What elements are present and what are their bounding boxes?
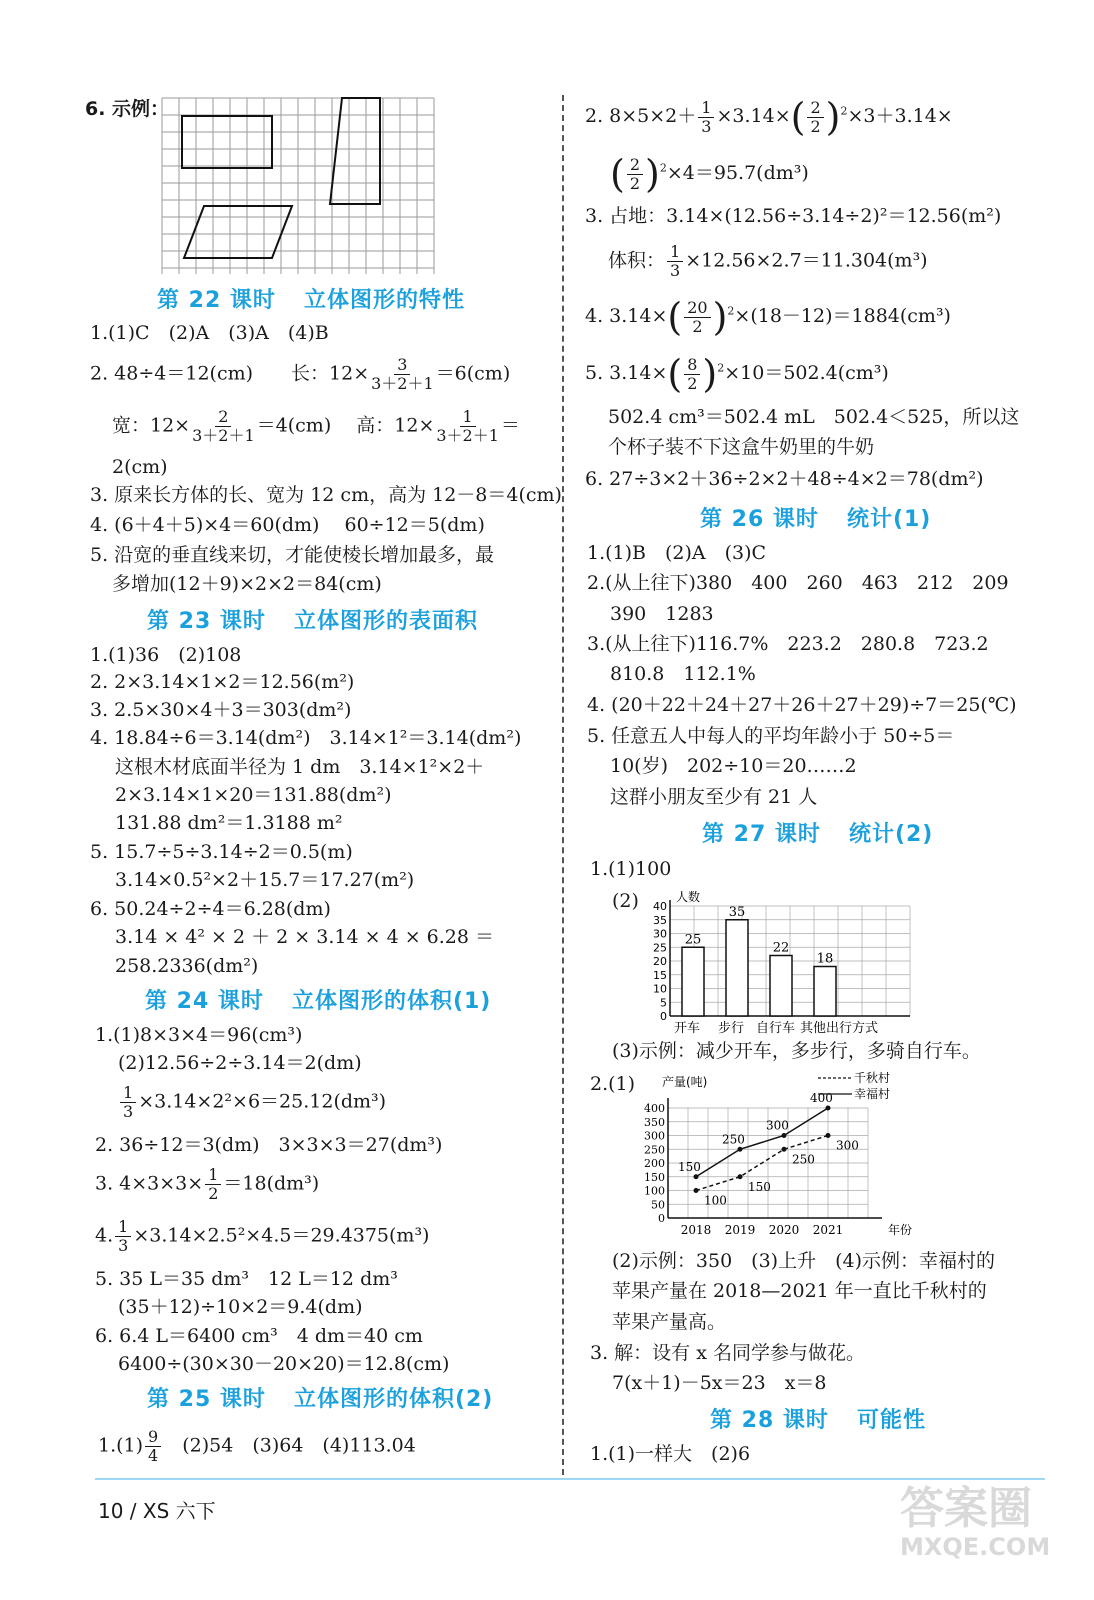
frac-num: 2 (807, 99, 823, 118)
watermark-logo-text: 答案圈 (900, 1483, 1032, 1534)
l22-a2a-text: 2. 48÷4＝12(cm) 长：12× (90, 362, 370, 385)
y-axis-label: 产量(吨) (662, 1075, 708, 1089)
fraction (698, 99, 714, 136)
square-sup: 2 (659, 161, 667, 175)
y-tick-label: 100 (644, 1184, 665, 1198)
paren-left: ( (667, 352, 683, 396)
r25-a2-mid: ×3.14× (716, 105, 791, 127)
column-divider (562, 95, 564, 1475)
frac-num: 20 (684, 299, 710, 318)
fraction (145, 1428, 161, 1465)
q6-label-text: 6. 示例： (85, 98, 170, 120)
frac-num: 1 (120, 1084, 136, 1103)
r25-a2-tail: ×3＋3.14× (847, 105, 953, 127)
l22-a4: 4. (6＋4＋5)×4＝60(dm) 60÷12＝5(dm) (90, 514, 485, 536)
y-tick-label: 300 (644, 1129, 665, 1143)
heading-lesson-25 (147, 1382, 521, 1413)
fraction (371, 356, 434, 393)
watermark-site-text: MXQE.COM (900, 1533, 1051, 1561)
bar-value-label: 35 (728, 904, 746, 920)
r26-a3b: 810.8 112.1% (610, 663, 756, 685)
data-label: 150 (748, 1179, 771, 1194)
y-tick-label: 200 (644, 1157, 665, 1170)
r25-a3b (608, 243, 928, 280)
l22-a2a-tail: ＝6(cm) (435, 362, 511, 385)
r26-a3a: 3.(从上往下)116.7% 223.2 280.8 723.2 (587, 633, 989, 655)
y-tick-label: 20 (653, 955, 667, 968)
legend-label: 千秋村 (854, 1071, 891, 1085)
l23-a4c: 2×3.14×1×20＝131.88(dm²) (115, 784, 392, 806)
y-tick-label: 250 (644, 1143, 665, 1157)
y-tick-label: 40 (653, 900, 667, 913)
page-footer: 10 / XS 六下 (98, 1499, 216, 1523)
l24-a3-tail: ＝18(dm³) (223, 1172, 320, 1195)
paren-right: ) (712, 295, 728, 339)
y-tick-label: 400 (644, 1102, 665, 1115)
lesson-22-num: 第 22 课时 (157, 288, 276, 313)
l24-a2: 2. 36÷12＝3(dm) 3×3×3＝27(dm³) (95, 1134, 443, 1156)
data-point (694, 1188, 699, 1193)
fraction (684, 356, 700, 393)
data-point (782, 1147, 787, 1152)
frac-den: 3 (670, 261, 681, 280)
x-tick-label: 2018 (680, 1223, 712, 1237)
grid-figure (160, 96, 436, 276)
lesson-28-num: 第 28 课时 (710, 1408, 829, 1433)
fraction (627, 156, 643, 193)
paren-left: ( (667, 295, 683, 339)
bar (682, 947, 704, 1016)
r26-a1: 1.(1)B (2)A (3)C (587, 542, 767, 564)
x-category-label: 开车 (674, 1021, 701, 1036)
l23-a5b: 3.14×0.5²×2＋15.7＝17.27(m²) (115, 869, 415, 891)
data-label: 400 (810, 1091, 833, 1105)
x-tick-label: 2020 (768, 1223, 800, 1237)
data-label: 250 (792, 1152, 815, 1167)
y-tick-label: 35 (653, 913, 667, 927)
l24-a6b: 6400÷(30×30－20×20)＝12.8(cm) (118, 1353, 450, 1375)
frac-den: 2 (629, 173, 641, 193)
r25-a4-pre: 4. 3.14× (585, 305, 668, 327)
frac-den: 2 (810, 116, 821, 136)
l23-a4a: 4. 18.84÷6＝3.14(dm²) 3.14×1²＝3.14(dm²) (90, 727, 522, 749)
x-category-label: 其他出行方式 (800, 1021, 879, 1036)
fraction (667, 243, 683, 280)
fraction (436, 408, 499, 445)
r25-a5-tail: ×10＝502.4(cm³) (724, 362, 889, 384)
l24-a5a: 5. 35 L＝35 dm³ 12 L＝12 dm³ (95, 1268, 398, 1290)
watermark-logo (900, 1485, 1050, 1561)
l22-a2b-pre: 宽：12× (112, 414, 191, 437)
y-tick-label: 0 (658, 1212, 665, 1225)
l24-a4-pre: 4. (95, 1224, 114, 1247)
l22-a2b-mid: ＝4(cm) 高：12× (256, 414, 435, 437)
l24-a1b: (2)12.56÷2÷3.14＝2(dm) (118, 1052, 362, 1074)
l25-a1 (98, 1428, 416, 1465)
lesson-26-num: 第 26 课时 (700, 507, 819, 532)
data-label: 150 (678, 1159, 701, 1174)
heading-lesson-24 (145, 984, 519, 1015)
paren-left: ( (610, 152, 625, 196)
r27-a2b: (2)示例：350 (3)上升 (4)示例：幸福村的 (612, 1250, 996, 1272)
frac-num: 1 (460, 408, 476, 427)
r25-a5b: 502.4 cm³＝502.4 mL 502.4＜525，所以这 (608, 406, 1020, 428)
r25-a5-pre: 5. 3.14× (585, 362, 668, 384)
r25-a5c: 个杯子装不下这盒牛奶里的牛奶 (608, 436, 875, 458)
r26-a5b: 10(岁) 202÷10＝20……2 (610, 755, 857, 777)
y-tick-label: 30 (653, 927, 667, 941)
r25-a2b (610, 152, 809, 196)
l23-a1: 1.(1)36 (2)108 (90, 644, 242, 666)
frac-num: 2 (627, 156, 643, 175)
paren-left: ( (790, 95, 806, 139)
bar (726, 920, 748, 1016)
heading-lesson-23 (147, 604, 506, 635)
frac-den: 3＋2＋1 (436, 426, 499, 445)
frac-den: 2 (208, 1184, 219, 1203)
l25-a1-pre: 1.(1) (98, 1434, 144, 1457)
paren-right: ) (702, 352, 718, 396)
figure-trapezoid (330, 98, 380, 204)
y-axis-label: 人数 (676, 890, 701, 904)
frac-num: 1 (205, 1166, 221, 1185)
paren-right: ) (645, 152, 660, 196)
r25-a2-pre: 2. 8×5×2＋ (585, 105, 697, 127)
lesson-28-title: 可能性 (856, 1408, 926, 1433)
data-label: 100 (704, 1193, 727, 1208)
y-tick-label: 50 (651, 1198, 665, 1212)
data-point (738, 1147, 743, 1152)
l24-a1c-text: ×3.14×2²×6＝25.12(dm³) (138, 1090, 387, 1113)
lesson-24-num: 第 24 课时 (145, 989, 264, 1014)
r25-a6: 6. 27÷3×2＋36÷2×2＋48÷4×2＝78(dm²) (585, 468, 984, 490)
data-point (782, 1133, 787, 1138)
l24-a6a: 6. 6.4 L＝6400 cm³ 4 dm＝40 cm (95, 1325, 423, 1347)
l23-a3: 3. 2.5×30×4＋3＝303(dm²) (90, 699, 352, 721)
lesson-23-title: 立体图形的表面积 (293, 609, 478, 634)
l24-a5b: (35＋12)÷10×2＝9.4(dm) (118, 1296, 363, 1318)
lesson-24-title: 立体图形的体积(1) (291, 989, 492, 1014)
frac-den: 2 (687, 373, 698, 393)
l23-a2: 2. 2×3.14×1×2＝12.56(m²) (90, 671, 355, 693)
heading-lesson-27 (702, 817, 961, 848)
y-tick-label: 150 (644, 1170, 665, 1184)
l23-a6b: 3.14 × 4² × 2 ＋ 2 × 3.14 × 4 × 6.28 ＝ (115, 926, 494, 948)
r27-a1-3: (3)示例：减少开车，多步行，多骑自行车。 (612, 1040, 981, 1062)
bar (770, 956, 792, 1017)
l24-a4-tail: ×3.14×2.5²×4.5＝29.4375(m³) (133, 1224, 430, 1247)
r26-a5c: 这群小朋友至少有 21 人 (610, 786, 818, 808)
frac-den: 3 (701, 116, 712, 136)
frac-den: 3 (118, 1236, 129, 1255)
frac-den: 3＋2＋1 (371, 374, 434, 393)
l23-a6a: 6. 50.24÷2÷4＝6.28(dm) (90, 898, 331, 920)
heading-lesson-28 (710, 1403, 954, 1434)
y-tick-label: 25 (653, 941, 667, 955)
frac-num: 1 (115, 1218, 131, 1237)
x-axis-label: 年份 (888, 1223, 913, 1237)
r26-a2b: 390 1283 (610, 603, 714, 625)
l22-a2b-tail: ＝ (500, 414, 520, 437)
y-tick-label: 5 (660, 996, 667, 1010)
y-tick-label: 0 (660, 1010, 667, 1023)
l24-a3-pre: 3. 4×3×3× (95, 1172, 204, 1195)
bar-value-label: 18 (816, 951, 834, 967)
frac-num: 1 (698, 99, 714, 118)
fraction (115, 1218, 131, 1255)
frac-num: 8 (684, 356, 700, 375)
data-point (694, 1174, 699, 1179)
data-point (826, 1106, 831, 1111)
frac-num: 1 (667, 243, 683, 262)
l22-a3: 3. 原来长方体的长、宽为 12 cm，高为 12－8＝4(cm) (90, 484, 562, 506)
l25-a1-tail: (2)54 (3)64 (4)113.04 (182, 1434, 416, 1457)
r25-a2b-tail: ×4＝95.7(dm³) (666, 162, 809, 184)
r25-a3b-pre: 体积： (608, 249, 666, 272)
r26-a2a: 2.(从上往下)380 400 260 463 212 209 (587, 572, 1009, 594)
line-chart (640, 1070, 940, 1245)
data-label: 300 (836, 1138, 859, 1153)
lesson-23-num: 第 23 课时 (147, 609, 266, 634)
l24-a1c (118, 1084, 386, 1121)
r27-a2c: 苹果产量在 2018—2021 年一直比千秋村的 (612, 1280, 987, 1302)
lesson-27-title: 统计(2) (848, 822, 934, 847)
fraction (807, 99, 823, 136)
x-tick-label: 2019 (724, 1223, 756, 1237)
r25-a3b-tail: ×12.56×2.7＝11.304(m³) (685, 249, 928, 272)
x-category-label: 自行车 (756, 1021, 796, 1036)
l23-a6c: 258.2336(dm²) (115, 955, 259, 977)
fraction (120, 1084, 136, 1121)
bar-value-label: 25 (684, 932, 702, 948)
l22-a2a (90, 356, 510, 393)
l22-a2b (112, 408, 520, 445)
frac-den: 4 (148, 1446, 159, 1465)
l23-a4d: 131.88 dm²＝1.3188 m² (115, 812, 343, 834)
r27-a1: 1.(1)100 (590, 858, 672, 880)
data-point (738, 1174, 743, 1179)
lesson-27-num: 第 27 课时 (702, 822, 821, 847)
bar-value-label: 22 (772, 940, 790, 956)
data-label: 250 (722, 1132, 745, 1147)
r27-a1-2: (2) (612, 890, 639, 912)
y-tick-label: 15 (653, 968, 667, 982)
fraction (192, 408, 255, 445)
square-sup: 2 (717, 361, 725, 375)
lesson-22-title: 立体图形的特性 (303, 288, 465, 313)
lesson-25-title: 立体图形的体积(2) (293, 1387, 494, 1412)
r25-a3a: 3. 占地：3.14×(12.56÷3.14÷2)²＝12.56(m²) (585, 205, 1002, 227)
lesson-26-title: 统计(1) (846, 507, 932, 532)
heading-lesson-22 (157, 283, 493, 314)
footer-rule (95, 1478, 1045, 1480)
bar-chart (652, 888, 922, 1036)
r27-a2d: 苹果产量高。 (612, 1311, 727, 1333)
r27-a3a: 3. 解：设有 x 名同学参与做花。 (590, 1342, 865, 1364)
legend-label: 幸福村 (854, 1087, 891, 1101)
figure-parallelogram (184, 206, 292, 258)
r25-a2 (585, 95, 953, 139)
l24-a3 (95, 1166, 319, 1203)
l23-a4b: 这根木材底面半径为 1 dm 3.14×1²×2＋ (115, 756, 485, 778)
frac-num: 3 (394, 356, 410, 375)
r25-a4-tail: ×(18－12)＝1884(cm³) (734, 305, 951, 327)
lesson-25-num: 第 25 课时 (147, 1387, 266, 1412)
r28-a1: 1.(1)一样大 (2)6 (590, 1443, 751, 1465)
frac-den: 3＋2＋1 (192, 426, 255, 445)
data-label: 300 (766, 1118, 789, 1133)
r25-a4 (585, 295, 951, 339)
r27-a3b: 7(x＋1)－5x＝23 x＝8 (612, 1372, 827, 1394)
y-tick-label: 10 (653, 982, 667, 996)
heading-lesson-26 (700, 502, 959, 533)
r27-a2: 2.(1) (590, 1073, 636, 1095)
r26-a4: 4. (20＋22＋24＋27＋26＋27＋29)÷7＝25(℃) (587, 694, 1017, 716)
frac-den: 2 (692, 316, 703, 336)
l22-a2c: 2(cm) (112, 456, 168, 478)
paren-right: ) (825, 95, 841, 139)
data-point (826, 1133, 831, 1138)
x-category-label: 步行 (718, 1021, 745, 1036)
y-tick-label: 350 (644, 1115, 665, 1129)
frac-den: 3 (123, 1102, 134, 1121)
fraction (684, 299, 710, 336)
bar (814, 967, 836, 1017)
l24-a4 (95, 1218, 429, 1255)
r25-a5 (585, 352, 889, 396)
q6-label (85, 98, 169, 120)
frac-num: 2 (215, 408, 231, 427)
l24-a1a: 1.(1)8×3×4＝96(cm³) (95, 1024, 303, 1046)
frac-num: 9 (145, 1428, 161, 1447)
l22-a5b: 多增加(12＋9)×2×2＝84(cm) (112, 573, 382, 595)
l22-a5a: 5. 沿宽的垂直线来切，才能使棱长增加最多，最 (90, 544, 495, 566)
square-sup: 2 (840, 104, 848, 118)
r26-a5a: 5. 任意五人中每人的平均年龄小于 50÷5＝ (587, 725, 955, 747)
square-sup: 2 (727, 304, 735, 318)
x-tick-label: 2021 (812, 1223, 844, 1237)
l23-a5a: 5. 15.7÷5÷3.14÷2＝0.5(m) (90, 841, 353, 863)
fraction (205, 1166, 221, 1203)
l22-a1: 1.(1)C (2)A (3)A (4)B (90, 322, 329, 344)
